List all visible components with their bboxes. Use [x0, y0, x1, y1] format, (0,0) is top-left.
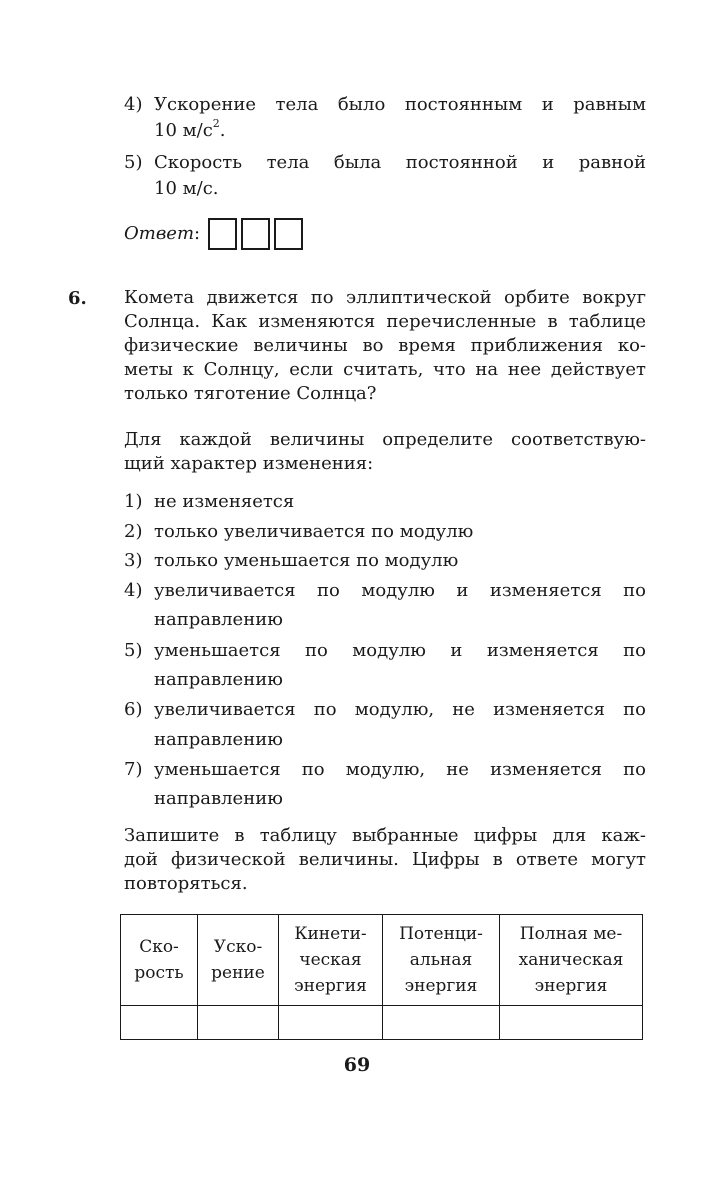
- final-instruction: Запишите в таблицу выбранные цифры для каж- дой физической величины. Цифры в ответе могут повторяться.: [124, 825, 646, 894]
- answer-cell-potential[interactable]: [383, 1006, 500, 1040]
- answer-table: [120, 914, 643, 1040]
- prev-option-5: [124, 150, 646, 202]
- table-header-row: [121, 915, 643, 1006]
- option-text-line: 10 $м/с^2$.: [154, 117, 226, 141]
- instruction-text: Для каждой величины определите соответствую- щий характер изменения:: [124, 429, 646, 474]
- option-7-cont: направлению: [154, 788, 283, 809]
- question-number: 6.: [68, 288, 87, 309]
- header-total-energy: Полная ме- ханическая энергия: [500, 915, 643, 1006]
- option-1: 1) не изменяется: [124, 491, 295, 512]
- answer-label: Ответ: [124, 223, 195, 244]
- header-acceleration: Уско- рение: [198, 915, 279, 1006]
- prev-option-4: [124, 92, 646, 144]
- option-text-line: Ускорение тела было постоянным и равным: [154, 94, 646, 115]
- answer-box-2[interactable]: [241, 218, 270, 250]
- option-7: 7) уменьшается по модулю, не изменяется по: [124, 759, 646, 780]
- option-4-cont: направлению: [154, 609, 283, 630]
- option-5-cont: направлению: [154, 669, 283, 690]
- option-5: 5) уменьшается по модулю и изменяется по: [124, 640, 646, 661]
- header-kinetic-energy: Кинети- ческая энергия: [279, 915, 383, 1006]
- answer-box-3[interactable]: [274, 218, 303, 250]
- option-text-line: Скорость тела была постоянной и равной: [154, 152, 646, 173]
- option-2: 2) только увеличивается по модулю: [124, 521, 474, 542]
- page-number: 69: [343, 1054, 371, 1076]
- answer-row: Ответ :: [124, 218, 307, 250]
- answer-cell-total[interactable]: [500, 1006, 643, 1040]
- option-text-line: 10 м/с.: [154, 178, 219, 199]
- option-number: 4): [124, 94, 143, 115]
- answer-cell-speed[interactable]: [121, 1006, 198, 1040]
- header-potential-energy: Потенци- альная энергия: [383, 915, 500, 1006]
- question-text: Комета движется по эллиптической орбите вокруг Солнца. Как изменяются перечисленные в таблице физические величины во время приближения ко- меты к Солнцу, если считать, что на нее действует только тяготение Солнца?: [124, 287, 646, 404]
- header-speed: Ско- рость: [121, 915, 198, 1006]
- option-6-cont: направлению: [154, 729, 283, 750]
- answer-box-1[interactable]: [208, 218, 237, 250]
- answer-cell-acceleration[interactable]: [198, 1006, 279, 1040]
- answer-cell-kinetic[interactable]: [279, 1006, 383, 1040]
- option-4: 4) увеличивается по модулю и изменяется по: [124, 580, 646, 601]
- option-number: 5): [124, 152, 143, 173]
- table-answer-row: [121, 1006, 643, 1040]
- option-6: 6) увеличивается по модулю, не изменяется по: [124, 699, 646, 720]
- option-3: 3) только уменьшается по модулю: [124, 550, 459, 571]
